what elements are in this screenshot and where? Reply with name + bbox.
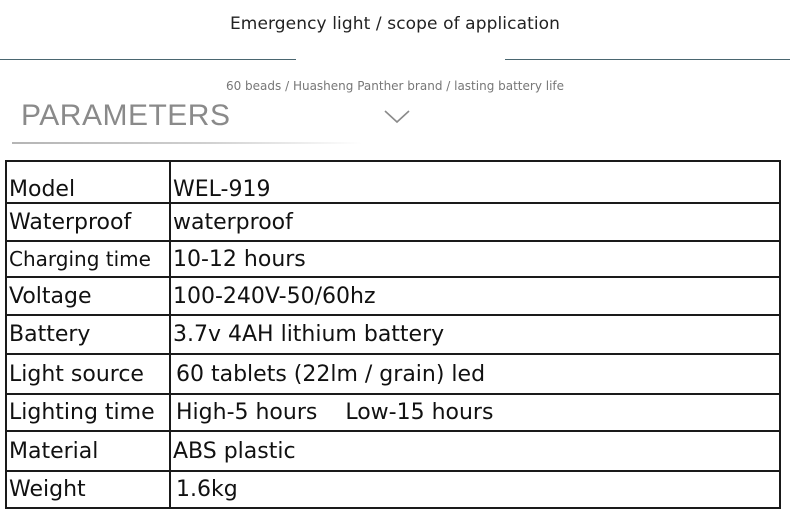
spec-value: 1.6kg xyxy=(170,471,780,508)
table-row xyxy=(6,161,780,203)
table-row xyxy=(6,203,780,241)
spec-value: 60 tablets (22lm / grain) led xyxy=(170,354,780,394)
spec-label: Charging time xyxy=(6,241,170,277)
spec-label: Weight xyxy=(6,471,170,508)
section-underline xyxy=(12,142,362,144)
table-row xyxy=(6,354,780,394)
spec-table xyxy=(5,160,781,509)
chevron-down-icon xyxy=(384,110,410,124)
page-subtitle: 60 beads / Huasheng Panther brand / lasting battery life xyxy=(225,79,565,93)
spec-value: High-5 hours Low-15 hours xyxy=(170,394,780,431)
spec-label: Material xyxy=(6,431,170,471)
spec-value: waterproof xyxy=(170,203,780,241)
spec-value: 3.7v 4AH lithium battery xyxy=(170,315,780,354)
spec-value: WEL-919 xyxy=(170,161,780,203)
spec-label: Model xyxy=(6,161,170,203)
section-heading: PARAMETERS xyxy=(21,99,231,132)
spec-value: 100-240V-50/60hz xyxy=(170,277,780,315)
page-title: Emergency light / scope of application xyxy=(229,14,561,34)
spec-value: ABS plastic xyxy=(170,431,780,471)
spec-label: Voltage xyxy=(6,277,170,315)
table-row xyxy=(6,394,780,431)
table-row xyxy=(6,315,780,354)
spec-label: Light source xyxy=(6,354,170,394)
spec-value: 10-12 hours xyxy=(170,241,780,277)
spec-label: Battery xyxy=(6,315,170,354)
divider-right xyxy=(505,59,790,60)
divider-left xyxy=(0,59,296,60)
table-row xyxy=(6,431,780,471)
table-row xyxy=(6,277,780,315)
table-row xyxy=(6,471,780,508)
spec-label: Lighting time xyxy=(6,394,170,431)
table-row xyxy=(6,241,780,277)
spec-label: Waterproof xyxy=(6,203,170,241)
